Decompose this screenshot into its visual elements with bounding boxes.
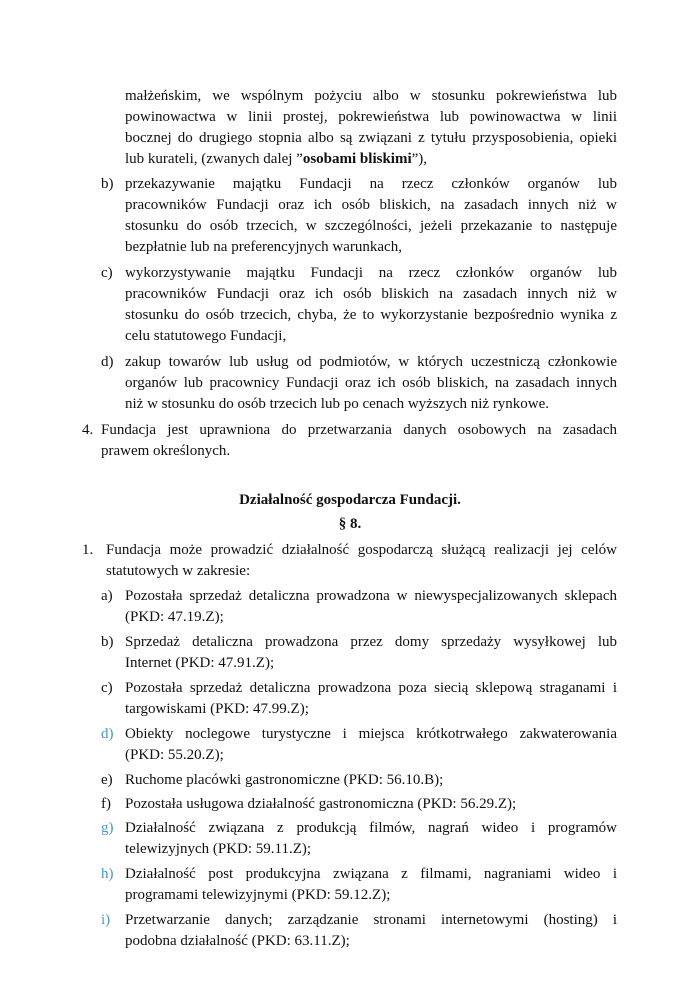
list-marker: b) xyxy=(101,634,114,650)
text-span: ”), xyxy=(411,151,428,167)
text-line: prawem określonych. xyxy=(101,443,231,459)
text-line: zakup towarów lub usług od podmiotów, w których uczestniczą członkowie xyxy=(125,354,617,370)
list-marker: c) xyxy=(101,265,113,281)
text-line: niż w stosunku do osób trzecich lub po cenach wyższych niż rynkowe. xyxy=(125,396,550,412)
text-line: podobna działalność (PKD: 63.11.Z); xyxy=(125,933,350,949)
list-marker: d) xyxy=(101,354,114,370)
text-line: Działalność związana z produkcją filmów, nagrań wideo i programów xyxy=(125,820,617,836)
text-line: przekazywanie majątku Fundacji na rzecz członków organów lub xyxy=(125,176,617,192)
list-marker: h) xyxy=(101,866,114,882)
point-number: 1. xyxy=(82,542,94,558)
text-line: (PKD: 47.19.Z); xyxy=(125,609,224,625)
text-line: powinowactwa w linii prostej, pokrewieństwa lub powinowactwa w linii xyxy=(125,109,617,125)
text-line: stosunku do osób trzecich, chyba, że to wykorzystanie bezpośrednio wynika z xyxy=(125,307,617,323)
list-marker: a) xyxy=(101,588,113,604)
text-line: Pozostała sprzedaż detaliczna prowadzona w niewyspecjalizowanych sklepach xyxy=(125,588,617,604)
paragraph-number: § 8. xyxy=(338,516,362,532)
text-line: bocznej do drugiego stopnia albo są związani z tytułu przysposobienia, opieki xyxy=(125,130,617,146)
text-line: pracowników Fundacji oraz ich osób bliskich, na zasadach innych niż w xyxy=(125,197,617,213)
text-line: wykorzystywanie majątku Fundacji na rzecz członków organów lub xyxy=(125,265,617,281)
text-line xyxy=(125,149,617,170)
list-marker: c) xyxy=(101,680,113,696)
defined-term: osobami bliskimi xyxy=(302,151,412,167)
section-heading: Działalność gospodarcza Fundacji. xyxy=(239,492,461,508)
point-number: 4. xyxy=(82,422,94,438)
list-marker: e) xyxy=(101,772,113,788)
text-line: Fundacja może prowadzić działalność gospodarczą służącą realizacji jej celów xyxy=(106,542,617,558)
text-line: Internet (PKD: 47.91.Z); xyxy=(125,655,275,671)
text-span: lub kurateli, (zwanych dalej ” xyxy=(125,151,303,167)
text-line: pracowników Fundacji oraz ich osób bliskich na zasadach innych niż w xyxy=(125,286,617,302)
text-line: stosunku do osób trzecich, w szczególności, jeżeli przekazanie to następuje xyxy=(125,218,617,234)
text-line: Sprzedaż detaliczna prowadzona przez domy sprzedaży wysyłkowej lub xyxy=(125,634,617,650)
list-marker: d) xyxy=(101,726,114,742)
text-line: targowiskami (PKD: 47.99.Z); xyxy=(125,701,309,717)
text-line: statutowych w zakresie: xyxy=(106,563,251,579)
text-line: telewizyjnych (PKD: 59.11.Z); xyxy=(125,841,312,857)
text-line: małżeńskim, we wspólnym pożyciu albo w stosunku pokrewieństwa lub xyxy=(125,88,617,104)
text-line: organów lub pracownicy Fundacji oraz ich osób bliskich, na zasadach innych xyxy=(125,375,617,391)
text-line: Pozostała sprzedaż detaliczna prowadzona poza siecią sklepową straganami i xyxy=(125,680,617,696)
text-line: programami telewizyjnymi (PKD: 59.12.Z); xyxy=(125,887,391,903)
text-line: (PKD: 55.20.Z); xyxy=(125,747,224,763)
text-line: Przetwarzanie danych; zarządzanie stronami internetowymi (hosting) i xyxy=(125,912,617,928)
text-line: Pozostała usługowa działalność gastronomiczna (PKD: 56.29.Z); xyxy=(125,796,517,812)
list-marker: g) xyxy=(101,820,114,836)
list-marker: i) xyxy=(101,912,111,928)
text-line: Obiekty noclegowe turystyczne i miejsca krótkotrwałego zakwaterowania xyxy=(125,726,617,742)
text-line: Fundacja jest uprawniona do przetwarzania danych osobowych na zasadach xyxy=(101,422,617,438)
text-line: Ruchome placówki gastronomiczne (PKD: 56.10.B); xyxy=(125,772,444,788)
list-marker: b) xyxy=(101,176,114,192)
text-line: bezpłatnie lub na preferencyjnych warunkach, xyxy=(125,239,402,255)
text-line: celu statutowego Fundacji, xyxy=(125,328,287,344)
list-marker: f) xyxy=(101,796,111,812)
text-line: Działalność post produkcyjna związana z filmami, nagraniami wideo i xyxy=(125,866,617,882)
